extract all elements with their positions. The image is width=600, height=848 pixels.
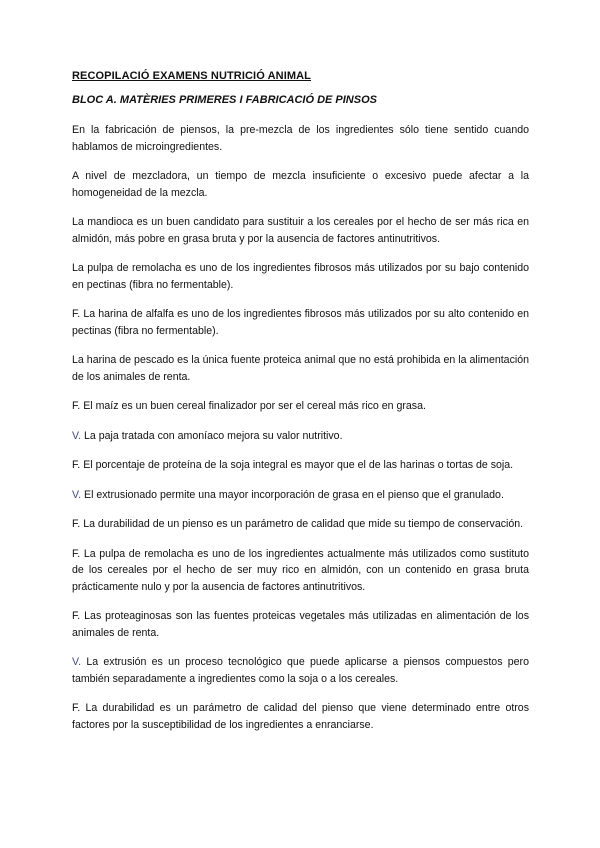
statement-paragraph <box>72 260 529 293</box>
document-title: RECOPILACIÓ EXAMENS NUTRICIÓ ANIMAL <box>72 70 311 82</box>
statement-paragraph <box>72 516 529 533</box>
statement-text: La pulpa de remolacha es uno de los ingredientes fibrosos más utilizados por su bajo contenido en pectinas (fibra no fermentable). <box>72 262 529 291</box>
statement-text: El extrusionado permite una mayor incorporación de grasa en el pienso que el granulado. <box>84 488 504 501</box>
statement-paragraph <box>72 122 529 155</box>
statement-list <box>72 122 529 733</box>
statement-text: La extrusión es un proceso tecnológico que puede aplicarse a piensos compuestos pero también separadamente a ingredientes como la soja o a los cereales. <box>72 656 529 685</box>
statement-paragraph <box>72 306 529 339</box>
false-mark: F. <box>72 702 81 714</box>
statement-text: La pulpa de remolacha es uno de los ingredientes actualmente más utilizados como sustituto de los cereales por el hecho de ser muy rico en almidón, con un contenido en grasa bruta prácticamente nulo y por la ausencia de factores antinutritivos. <box>72 547 529 593</box>
statement-paragraph <box>72 457 529 474</box>
statement-text: La durabilidad de un pienso es un parámetro de calidad que mide su tiempo de conservación. <box>83 518 524 530</box>
statement-paragraph <box>72 398 529 415</box>
statement-paragraph <box>72 487 529 504</box>
false-mark: F. <box>72 518 81 530</box>
false-mark: F. <box>72 400 81 412</box>
true-mark: V. <box>72 429 82 442</box>
statement-paragraph <box>72 700 529 733</box>
statement-text: La harina de pescado es la única fuente proteica animal que no está prohibida en la alimentación de los animales de renta. <box>72 354 529 383</box>
false-mark: F. <box>72 459 81 471</box>
false-mark: F. <box>72 610 81 622</box>
statement-paragraph <box>72 654 529 687</box>
true-mark: V. <box>72 488 82 501</box>
statement-text: La mandioca es un buen candidato para sustituir a los cereales por el hecho de ser más rica en almidón, más pobre en grasa bruta y por la ausencia de factores antinutritivos. <box>72 216 529 245</box>
statement-text: A nivel de mezcladora, un tiempo de mezcla insuficiente o excesivo puede afectar a la homogeneidad de la mezcla. <box>72 170 529 199</box>
statement-paragraph <box>72 546 529 596</box>
statement-paragraph <box>72 352 529 385</box>
true-mark: V. <box>72 656 82 668</box>
section-title: BLOC A. MATÈRIES PRIMERES I FABRICACIÓ DE PINSOS <box>72 94 377 106</box>
statement-text: El maíz es un buen cereal finalizador por ser el cereal más rico en grasa. <box>83 400 426 412</box>
statement-text: El porcentaje de proteína de la soja integral es mayor que el de las harinas o tortas de soja. <box>83 459 514 471</box>
false-mark: F. <box>72 547 81 560</box>
statement-paragraph <box>72 214 529 247</box>
false-mark: F. <box>72 308 81 320</box>
statement-paragraph <box>72 608 529 641</box>
statement-text: Las proteaginosas son las fuentes proteicas vegetales más utilizadas en alimentación de los animales de renta. <box>72 610 529 639</box>
statement-text: La durabilidad es un parámetro de calidad del pienso que viene determinado entre otros factores por la susceptibilidad de los ingredientes a enranciarse. <box>72 702 529 731</box>
statement-paragraph <box>72 168 529 201</box>
statement-text: En la fabricación de piensos, la pre-mezcla de los ingredientes sólo tiene sentido cuando hablamos de microingredientes. <box>72 124 529 153</box>
statement-text: La paja tratada con amoníaco mejora su valor nutritivo. <box>84 429 343 442</box>
statement-text: La harina de alfalfa es uno de los ingredientes fibrosos más utilizados por su alto contenido en pectinas (fibra no fermentable). <box>72 308 529 337</box>
statement-paragraph <box>72 428 529 445</box>
document-page <box>72 70 529 746</box>
